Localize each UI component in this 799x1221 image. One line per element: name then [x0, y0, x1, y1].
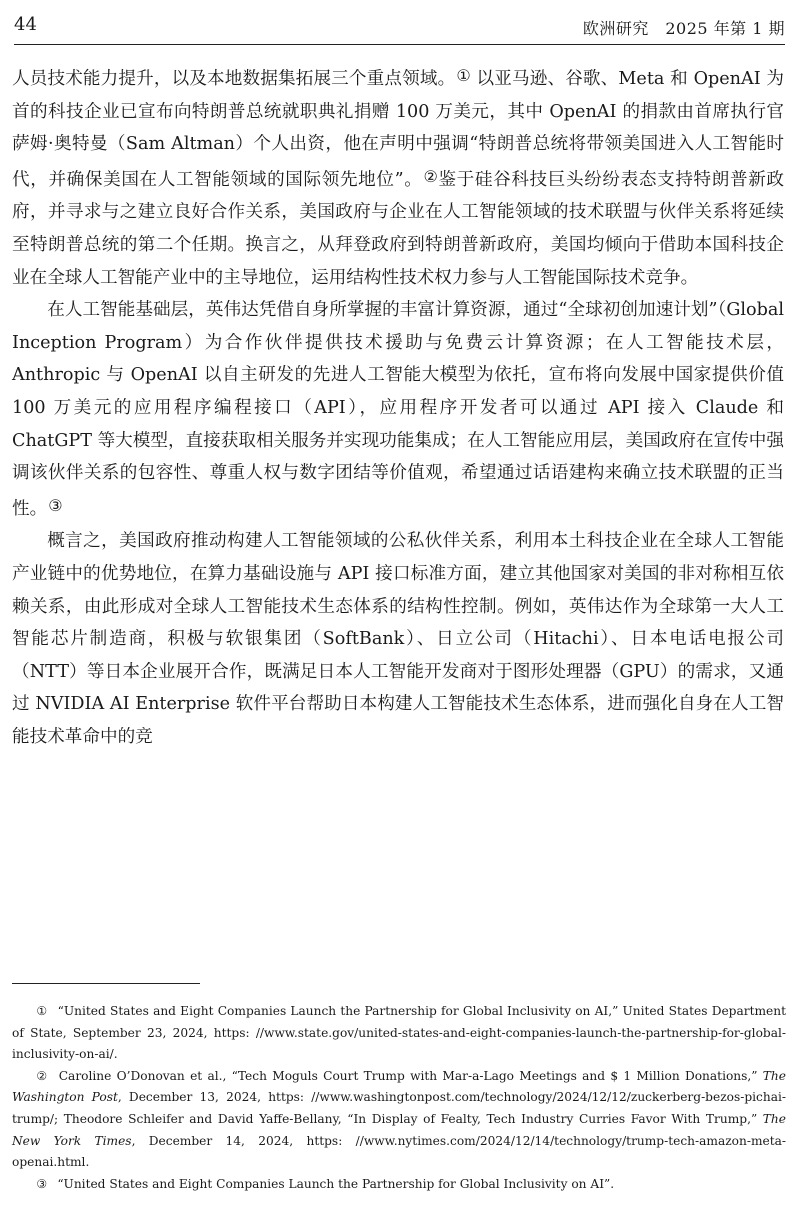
journal-title-issue: 欧洲研究 2025 年第 1 期	[582, 19, 785, 38]
footnote-2	[12, 1066, 786, 1174]
paragraph-1-part-c: 鉴于硅谷科技巨头纷纷表态支持特朗普新政府，并寻求与之建立良好合作关系，美国政府与企业在人工智能领域的技术联盟与伙伴关系将延续至特朗普总统的第二个任期。换言之，从拜登政府到特朗普新政府，美国均倾向于借助本国科技企业在全球人工智能产业中的主导地位，运用结构性技术权力参与人工智能国际技术竞争。	[12, 169, 785, 288]
footnote-2-part-b: , December 13, 2024, https: //www.washingtonpost.com/technology/2024/12/12/zuckerberg-bezos-pichai-trump/; Theodore Schleifer and David Yaffe-Bellany, “In Display of Fealty, Tech Industry Curries Favor With Trump,”	[12, 1090, 786, 1126]
page-number: 44	[14, 14, 37, 35]
footnote-2-number: ②	[36, 1068, 49, 1083]
footnotes	[12, 1001, 786, 1195]
footnote-ref-3[interactable]: ③	[48, 495, 63, 515]
footnote-3-text: “United States and Eight Companies Launch the Partnership for Global Inclusivity on AI”.	[57, 1176, 615, 1191]
running-header	[14, 10, 785, 45]
footnote-3-number: ③	[36, 1176, 48, 1191]
footnote-2-publication-2: The New York Times	[12, 1111, 786, 1148]
paragraph-1-part-b: 以亚马逊、谷歌、Meta 和 OpenAI 为首的科技企业已宣布向特朗普总统就职典礼捐赠 100 万美元，其中 OpenAI 的捐款由首席执行官萨姆·奥特曼（Sam Altman）个人出资，他在声明中强调“特朗普总统将带领美国进入人工智能时代，并确保美国在人工智能领域的国际领先地位”。	[12, 69, 784, 190]
paragraph-1	[12, 60, 784, 294]
footnote-ref-2[interactable]: ②	[423, 166, 439, 186]
body-text	[12, 60, 784, 753]
footnote-2-part-c: , December 14, 2024, https: //www.nytimes.com/2024/12/14/technology/trump-tech-amazon-meta-openai.html.	[12, 1133, 786, 1170]
footnote-2-publication-1: The Washington Post	[12, 1068, 786, 1105]
footnote-ref-1[interactable]: ①	[456, 66, 471, 85]
footnote-2-part-a: Caroline O’Donovan et al., “Tech Moguls Court Trump with Mar-a-Lago Meetings and $ 1 Million Donations,”	[58, 1068, 763, 1083]
footnote-1	[12, 1001, 786, 1066]
paragraph-1-part-a: 人员技术能力提升，以及本地数据集拓展三个重点领域。	[12, 69, 456, 89]
paragraph-3: 概言之，美国政府推动构建人工智能领域的公私伙伴关系，利用本土科技企业在全球人工智能产业链中的优势地位，在算力基础设施与 API 接口标准方面，建立其他国家对美国的非对称相互依赖关系，由此形成对全球人工智能技术生态体系的结构性控制。例如，英伟达作为全球第一大人工智能芯片制造商，积极与软银集团（SoftBank）、日立公司（Hitachi）、日本电话电报公司（NTT）等日本企业展开合作，既满足日本人工智能开发商对于图形处理器（GPU）的需求，又通过 NVIDIA AI Enterprise 软件平台帮助日本构建人工智能技术生态体系，进而强化自身在人工智能技术革命中的竞	[12, 531, 784, 747]
paragraph-2	[12, 294, 784, 525]
footnote-divider	[12, 983, 200, 984]
footnote-1-text: “United States and Eight Companies Launch the Partnership for Global Inclusivity on AI,” United States Department of State, September 23, 2024, https: //www.state.gov/united-states-and-eight-companies-launch-the-partnership-for-global-inclusivity-on-ai/.	[12, 1004, 786, 1062]
footnote-3	[12, 1174, 786, 1196]
footnote-1-number: ①	[36, 1004, 48, 1018]
paragraph-2-text: 在人工智能基础层，英伟达凭借自身所掌握的丰富计算资源，通过“全球初创加速计划”（Global Inception Program）为合作伙伴提供技术援助与免费云计算资源；在人工智能技术层，Anthropic 与 OpenAI 以自主研发的先进人工智能大模型为依托，宣布将向发展中国家提供价值 100 万美元的应用程序编程接口（API），应用程序开发者可以通过 API 接入 Claude 和 ChatGPT 等大模型，直接获取相关服务并实现功能集成；在人工智能应用层，美国政府在宣传中强调该伙伴关系的包容性、尊重人权与数字团结等价值观，希望通过话语建构来确立技术联盟的正当性。	[12, 300, 784, 519]
